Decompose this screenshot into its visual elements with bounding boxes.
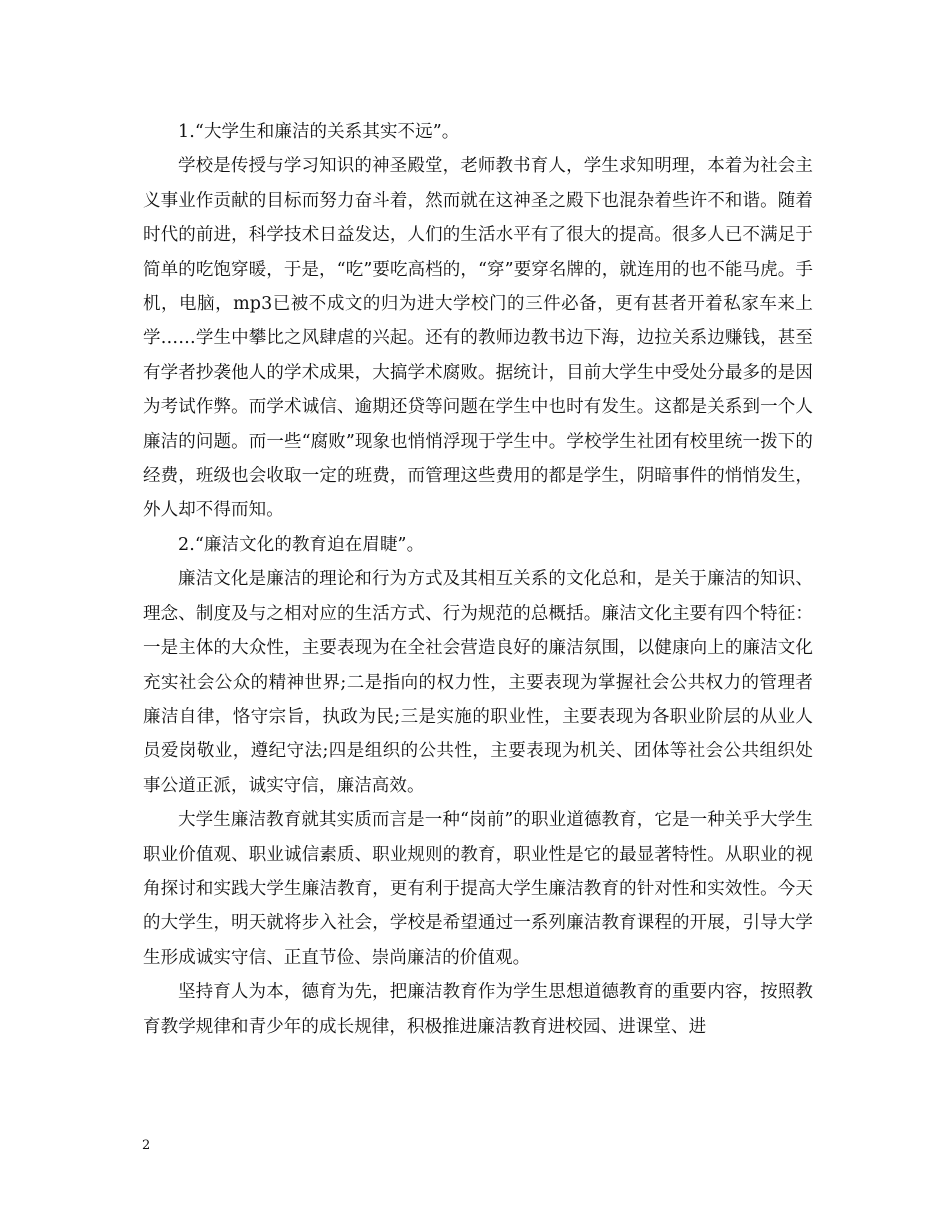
body-paragraph: 学校是传授与学习知识的神圣殿堂，老师教书育人，学生求知明理，本着为社会主义事业作贡献的目标而努力奋斗着，然而就在这神圣之殿下也混杂着些许不和谐。随着时代的前进，科学技术日益发达，人们的生活水平有了很大的提高。很多人已不满足于简单的吃饱穿暖，于是，“吃”要吃高档的，“穿”要穿名牌的，就连用的也不能马虎。手机，电脑，mp3已被不成文的归为进大学校门的三件必备，更有甚者开着私家车来上学……学生中攀比之风肆虐的兴起。还有的教师边教书边下海，边拉关系边赚钱，甚至有学者抄袭他人的学术成果，大搞学术腐败。据统计，目前大学生中受处分最多的是因为考试作弊。而学术诚信、逾期还贷等问题在学生中也时有发生。这都是关系到一个人廉洁的问题。而一些“腐败”现象也悄悄浮现于学生中。学校学生社团有校里统一拨下的经费，班级也会收取一定的班费，而管理这些费用的都是学生，阴暗事件的悄悄发生，外人却不得而知。 (143, 156, 814, 521)
section-heading-2: 2.“廉洁文化的教育迫在眉睫”。 (178, 534, 425, 555)
page-number: 2 (142, 1138, 151, 1153)
section-heading-1: 1.“大学生和廉洁的关系其实不远”。 (178, 122, 460, 142)
document-body (143, 115, 813, 1044)
body-paragraph: 坚持育人为本，德育为先，把廉洁教育作为学生思想道德教育的重要内容，按照教育教学规律和青少年的成长规律，积极推进廉洁教育进校园、进课堂、进 (143, 982, 813, 1037)
body-paragraph: 廉洁文化是廉洁的理论和行为方式及其相互关系的文化总和，是关于廉洁的知识、理念、制度及与之相对应的生活方式、行为规范的总概括。廉洁文化主要有四个特征：一是主体的大众性，主要表现为在全社会营造良好的廉洁氛围，以健康向上的廉洁文化充实社会公众的精神世界;二是指向的权力性，主要表现为掌握社会公共权力的管理者廉洁自律，恪守宗旨，执政为民;三是实施的职业性，主要表现为各职业阶层的从业人员爱岗敬业，遵纪守法;四是组织的公共性，主要表现为机关、团体等社会公共组织处事公道正派，诚实守信，廉洁高效。 (143, 569, 813, 796)
body-paragraph: 大学生廉洁教育就其实质而言是一种“岗前”的职业道德教育，它是一种关乎大学生职业价值观、职业诚信素质、职业规则的教育，职业性是它的最显著特性。从职业的视角探讨和实践大学生廉洁教育，更有利于提高大学生廉洁教育的针对性和实效性。今天的大学生，明天就将步入社会，学校是希望通过一系列廉洁教育课程的开展，引导大学生形成诚实守信、正直节俭、崇尚廉洁的价值观。 (143, 810, 813, 968)
